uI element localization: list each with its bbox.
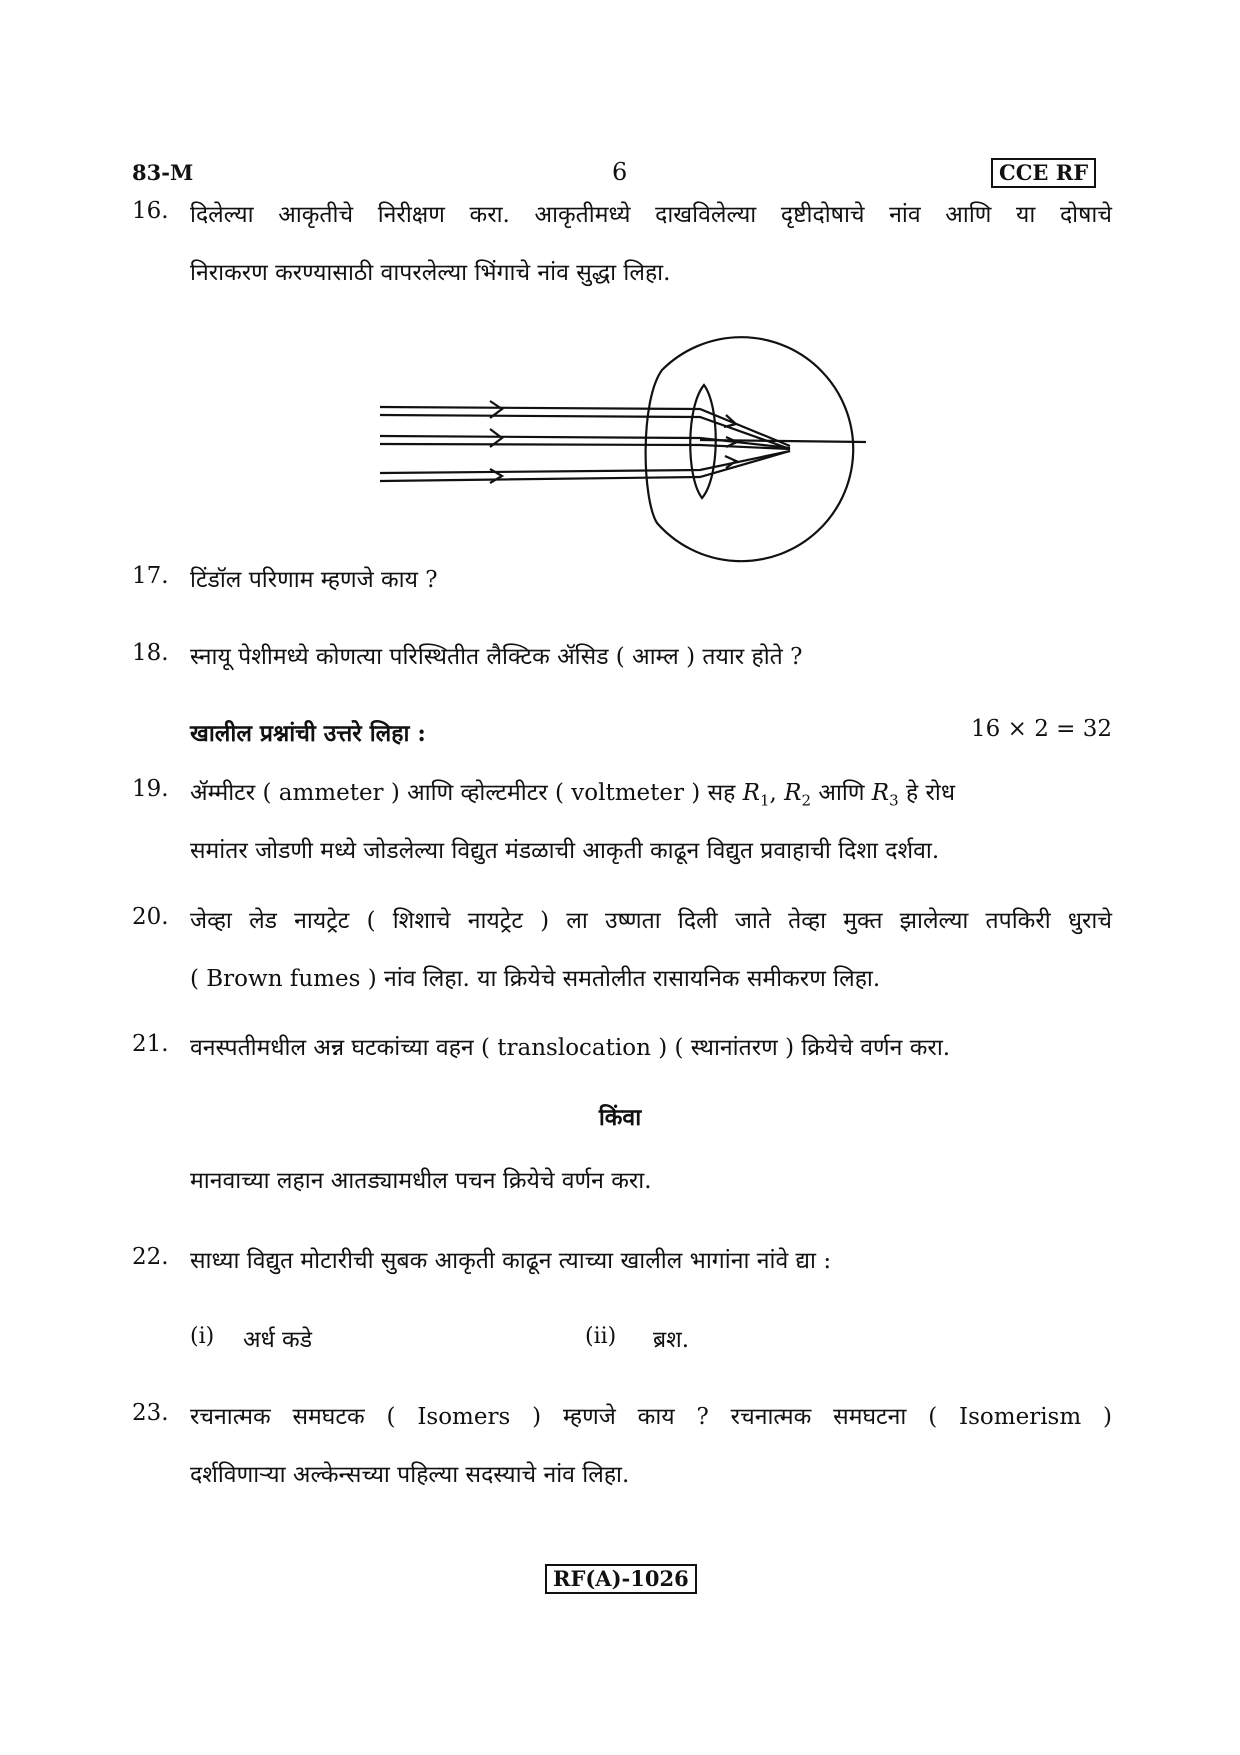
subscript: 2 bbox=[801, 791, 812, 810]
question-text-line bbox=[190, 776, 1112, 834]
resistor-symbol: R bbox=[871, 780, 890, 806]
question-text-line: ( Brown fumes ) नांव लिहा. या क्रियेचे समतोलीत रासायनिक समीकरण लिहा. bbox=[190, 966, 881, 992]
question-number: 21. bbox=[132, 1031, 169, 1057]
question-text-line: टिंडॉल परिणाम म्हणजे काय ? bbox=[190, 567, 438, 593]
question-text-line: दिलेल्या आकृतीचे निरीक्षण करा. आकृतीमध्ये दाखविलेल्या दृष्टीदोषाचे नांव आणि या दोषाचे bbox=[190, 202, 1112, 228]
subscript: 3 bbox=[889, 791, 899, 810]
question-text-line: स्नायू पेशीमध्ये कोणत्या परिस्थितीत लैक्टिक ॲसिड ( आम्ल ) तयार होते ? bbox=[190, 644, 803, 670]
question-number: 19. bbox=[132, 776, 169, 802]
eye-lens bbox=[690, 385, 716, 498]
question-number: 18. bbox=[132, 640, 169, 666]
question-text-line: जेव्हा लेड नायट्रेट ( शिशाचे नायट्रेट ) ला उष्णता दिली जाते तेव्हा मुक्त झालेल्या तपकिरी धुराचे bbox=[190, 908, 1112, 934]
myopia-eye-diagram bbox=[370, 325, 890, 570]
or-separator: किंवा bbox=[598, 1104, 642, 1131]
question-text-line: वनस्पतीमधील अन्न घटकांच्या वहन ( translocation ) ( स्थानांतरण ) क्रियेचे वर्णन करा. bbox=[190, 1035, 951, 1061]
section-heading bbox=[190, 716, 1112, 748]
text-part: ॲम्मीटर ( ammeter ) आणि व्होल्टमीटर ( voltmeter ) सह bbox=[190, 780, 736, 806]
subscript: 1 bbox=[760, 791, 770, 810]
option-text: अर्ध कडे bbox=[243, 1327, 312, 1353]
alternative-question: मानवाच्या लहान आतड्यामधील पचन क्रियेचे वर्णन करा. bbox=[190, 1168, 652, 1194]
text-part: हे रोध bbox=[905, 780, 955, 806]
page-number: 6 bbox=[612, 158, 628, 186]
question-number: 20. bbox=[132, 904, 169, 930]
section-instruction: खालील प्रश्नांची उत्तरे लिहा : bbox=[190, 720, 426, 747]
text-part: आणि bbox=[818, 780, 865, 806]
footer-code: RF(A)-1026 bbox=[545, 1564, 697, 1594]
resistor-symbol: R bbox=[784, 780, 802, 806]
question-number: 23. bbox=[132, 1400, 169, 1426]
question-text-line: दर्शविणाऱ्या अल्केन्सच्या पहिल्या सदस्याचे नांव लिहा. bbox=[190, 1462, 630, 1488]
section-marks: 16 × 2 = 32 bbox=[971, 716, 1112, 742]
question-number: 17. bbox=[132, 563, 169, 589]
option-text: ब्रश. bbox=[653, 1327, 690, 1353]
question-text-line: निराकरण करण्यासाठी वापरलेल्या भिंगाचे नांव सुद्धा लिहा. bbox=[190, 260, 671, 286]
comma: , bbox=[769, 780, 777, 806]
question-text-line: रचनात्मक समघटक ( Isomers ) म्हणजे काय ? रचनात्मक समघटना ( Isomerism ) bbox=[190, 1404, 1112, 1430]
paper-code: 83-M bbox=[132, 160, 194, 185]
resistor-symbol: R bbox=[742, 780, 760, 806]
series-badge: CCE RF bbox=[991, 158, 1096, 188]
option-label: (i) bbox=[190, 1324, 215, 1349]
question-number: 16. bbox=[132, 198, 169, 224]
question-number: 22. bbox=[132, 1244, 169, 1270]
eyeball-outline bbox=[646, 337, 854, 561]
option-label: (ii) bbox=[585, 1324, 617, 1349]
question-text-line: साध्या विद्युत मोटारीची सुबक आकृती काढून त्याच्या खालील भागांना नांवे द्या : bbox=[190, 1248, 832, 1274]
question-text-line: समांतर जोडणी मध्ये जोडलेल्या विद्युत मंडळाची आकृती काढून विद्युत प्रवाहाची दिशा दर्शवा. bbox=[190, 838, 940, 864]
